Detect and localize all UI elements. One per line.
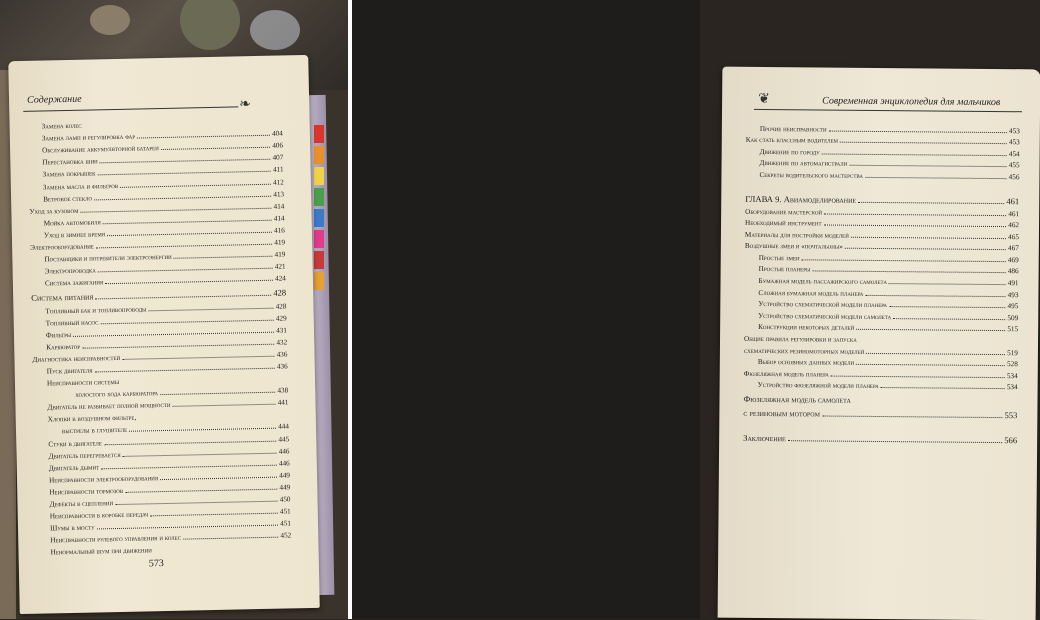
toc-entry-page: 428: [273, 287, 287, 299]
toc-entry-page: 469: [1007, 255, 1019, 265]
dot-leader: [831, 375, 1005, 378]
toc-entry-title: Ненормальный шум при движении: [50, 546, 152, 557]
dot-leader: [865, 295, 1005, 297]
dot-leader: [889, 306, 1005, 308]
background-blur-shape: [180, 0, 240, 50]
toc-entry-title: схематических резиномоторных моделей: [743, 346, 865, 356]
toc-entry-title: Неисправности в коробке передач: [49, 510, 149, 521]
toc-entry-title: ГЛАВА 9. Авиамоделирование: [745, 193, 857, 205]
toc-entry-title: с резиновым мотором: [743, 408, 821, 419]
toc-entry-title: Движение по автомагистрали: [759, 159, 848, 169]
left-toc-list: [27, 113, 291, 557]
toc-entry-page: 449: [279, 471, 291, 480]
toc-entry-page: 428: [275, 301, 287, 311]
toc-entry-title: Необходимый инструмент: [745, 218, 822, 228]
dot-leader: [856, 329, 1005, 331]
background-blur-shape: [90, 5, 130, 35]
toc-entry-page: 519: [1007, 348, 1018, 357]
page-tab: [314, 188, 324, 206]
toc-entry-title: Фюзеляжная модель самолета: [743, 393, 851, 405]
toc-entry-title: Карбюратор: [46, 342, 81, 352]
toc-entry-page: 421: [274, 262, 286, 271]
toc-entry-page: 441: [277, 398, 289, 407]
dot-leader: [824, 213, 1006, 216]
dot-leader: [822, 416, 1002, 419]
toc-entry-page: 534: [1006, 383, 1018, 392]
toc-entry-page: 414: [273, 214, 285, 223]
toc-entry-page: 455: [1008, 161, 1020, 170]
toc-entry-title: Уход в зимнее время: [43, 230, 106, 240]
toc-entry-title: Мойка автомобиля: [43, 218, 101, 228]
toc-entry-page: 467: [1008, 244, 1019, 253]
toc-entry-title: Конструкции некоторых деталей: [758, 323, 855, 333]
toc-entry-page: 491: [1007, 279, 1019, 288]
toc-entry: [743, 429, 1017, 446]
toc-entry-page: 406: [272, 141, 284, 150]
toc-entry-title: Поставщики и потребители электроэнергии: [44, 252, 172, 264]
toc-entry-title: Диагностика неисправностей: [32, 353, 121, 364]
dot-leader: [788, 441, 1003, 444]
toc-entry-page: 416: [273, 226, 285, 235]
page-tab: [314, 209, 324, 227]
right-book-page: [718, 67, 1040, 620]
toc-entry-title: Бумажная модель пассажирского самолета: [758, 277, 888, 287]
toc-entry-title: Электрооборудование: [30, 242, 94, 252]
toc-entry-title: Уход за кузовом: [29, 206, 79, 216]
toc-entry-page: 436: [276, 362, 288, 371]
toc-entry-title: выстрелы в глушителе: [61, 426, 128, 436]
toc-entry-page: 419: [274, 238, 286, 247]
toc-entry-title: Двигатель не развивает полной мощности: [47, 401, 171, 412]
dot-leader: [840, 142, 1007, 144]
toc-entry-page: 436: [276, 350, 288, 359]
page-tab: [314, 167, 324, 185]
toc-entry-title: Общие правила регулировки и запуска: [744, 334, 857, 344]
toc-entry-page: 424: [274, 274, 286, 283]
toc-entry-page: 429: [275, 314, 287, 323]
toc-entry-title: Перестановка шин: [42, 157, 98, 167]
toc-entry-title: Неисправности электрооборудования: [48, 473, 159, 485]
toc-entry-title: Электропроводка: [44, 266, 96, 276]
toc-entry-title: Как стать классным водителем: [745, 136, 839, 145]
toc-entry-title: Оборудование мастерской: [745, 207, 823, 216]
toc-entry-title: Прочие неисправности: [759, 124, 827, 134]
toc-entry-title: Топливный бак и топливопроводы: [45, 304, 147, 316]
toc-entry-title: Воздушные змеи и «почтальоны»: [744, 242, 843, 251]
right-photo: [352, 0, 1020, 619]
toc-entry-title: Фильтры: [45, 330, 72, 340]
dot-leader: [893, 318, 1005, 320]
toc-entry-title: Пуск двигателя: [46, 366, 93, 376]
toc-entry-page: 419: [274, 250, 286, 259]
toc-entry-page: 486: [1007, 267, 1019, 276]
toc-entry-title: Система зажигания: [44, 278, 104, 288]
toc-entry-title: Сложная бумажная модель планера: [758, 288, 864, 298]
toc-entry-page: 495: [1007, 302, 1019, 311]
toc-entry-page: 438: [277, 386, 289, 395]
toc-entry-page: 452: [280, 531, 292, 540]
toc-entry-title: Неисправности тормозов: [49, 486, 124, 497]
page-tab: [314, 230, 324, 248]
dot-leader: [856, 364, 1005, 366]
toc-entry-page: 454: [1008, 149, 1020, 159]
toc-entry-title: Замена ламп и регулировка фар: [41, 132, 136, 143]
dot-leader: [822, 153, 1007, 156]
toc-entry-title: Двигатель перегревается: [48, 450, 121, 461]
toc-entry-page: 553: [1004, 410, 1018, 421]
toc-entry-page: 431: [276, 326, 288, 335]
toc-entry-title: Простые планеры: [758, 265, 811, 274]
page-tab: [314, 272, 324, 290]
dot-leader: [849, 165, 1007, 167]
toc-entry-title: Двигатель дымит: [48, 463, 100, 473]
dot-leader: [851, 236, 1006, 238]
left-book-page: [8, 55, 320, 614]
right-page-header: Современная энциклопедия для мальчиков: [822, 95, 1001, 109]
dot-leader: [889, 283, 1006, 285]
dot-leader: [845, 248, 1006, 250]
toc-entry-page: 456: [1008, 173, 1020, 182]
toc-entry-title: Неисправности системы: [46, 378, 120, 388]
toc-entry-title: Устройство схематической модели самолета: [758, 311, 892, 321]
toc-entry-title: Выбор основных данных модели: [757, 358, 855, 368]
colored-page-tabs: [314, 125, 324, 293]
page-tab: [314, 125, 324, 143]
toc-entry-title: Обслуживание аккумуляторной батареи: [42, 144, 159, 155]
toc-entry-page: 451: [279, 507, 291, 516]
toc-entry-title: Простые змеи: [758, 253, 800, 263]
toc-entry-page: 461: [1008, 209, 1020, 218]
toc-entry-title: Замена колес: [41, 121, 82, 131]
header-rule: [23, 106, 238, 112]
toc-entry-page: 446: [278, 447, 290, 456]
toc-entry-title: Секреты водительского мастерства: [759, 170, 864, 180]
toc-entry-title: Движение по городу: [759, 147, 820, 157]
toc-entry-title: Неисправности рулевого управления и колес: [50, 534, 182, 545]
toc-entry-page: 515: [1007, 325, 1019, 334]
toc-entry-title: Шумы в мосту: [49, 523, 95, 533]
toc-entry-page: 413: [273, 190, 285, 199]
toc-entry-title: Заключение: [743, 433, 786, 444]
dot-leader: [865, 177, 1007, 179]
toc-entry-title: Хлопки в воздушном фильтре,: [47, 413, 137, 424]
right-toc-list: [743, 121, 1020, 446]
toc-entry-title: Дефекты в сцеплении: [49, 499, 114, 509]
toc-entry-page: 566: [1004, 435, 1018, 446]
toc-entry-page: 432: [276, 338, 288, 347]
ornament-icon: ❦: [758, 91, 770, 108]
toc-entry-title: Стуки в двигателе: [48, 438, 102, 449]
toc-entry-page: 411: [272, 165, 284, 175]
toc-entry-page: 509: [1007, 313, 1019, 323]
background-blur-shape: [250, 10, 300, 50]
left-page-number: 573: [148, 558, 164, 570]
toc-entry-page: 412: [272, 178, 284, 187]
toc-entry-title: Устройство фюзеляжной модели планера: [757, 381, 879, 391]
toc-entry-page: 461: [1006, 196, 1020, 207]
toc-entry-page: 450: [279, 495, 291, 504]
page-tab: [314, 146, 324, 164]
toc-entry-title: Топливный насос: [45, 317, 99, 328]
toc-entry-title: Устройство схематической модели планера: [758, 300, 888, 310]
page-tab: [314, 251, 324, 269]
toc-entry-page: 449: [279, 483, 291, 492]
toc-entry-page: 444: [278, 422, 290, 432]
toc-entry-title: Замена масла и фильтров: [42, 181, 119, 192]
toc-entry-page: 528: [1007, 360, 1018, 369]
left-page-header: Содержание: [26, 93, 82, 106]
toc-entry-page: 453: [1009, 126, 1020, 135]
toc-entry-page: 534: [1006, 371, 1018, 381]
toc-entry-page: 493: [1007, 290, 1019, 299]
toc-entry-title: Ветровое стекло: [43, 194, 93, 204]
toc-entry-page: 407: [272, 153, 284, 163]
dot-leader: [824, 225, 1007, 228]
toc-entry-title: Замена покрышек: [42, 169, 96, 179]
toc-entry-page: 445: [278, 434, 290, 444]
ornament-icon: ❧: [239, 97, 252, 113]
toc-entry-page: 462: [1008, 221, 1020, 230]
toc-entry-title: Материалы для постройки моделей: [744, 230, 849, 240]
toc-entry-page: 451: [280, 519, 292, 528]
toc-entry-title: Система питания: [31, 291, 94, 304]
dot-leader: [866, 353, 1005, 355]
header-rule: [754, 109, 1022, 112]
dot-leader: [881, 387, 1005, 389]
toc-entry-title: Фюзеляжная модель планера: [743, 369, 829, 379]
toc-entry-page: 453: [1008, 138, 1020, 147]
toc-entry-page: 404: [271, 129, 283, 138]
toc-entry-page: 465: [1008, 232, 1019, 241]
dot-leader: [858, 202, 1004, 204]
dot-leader: [829, 130, 1007, 133]
left-photo: [0, 0, 348, 619]
toc-entry-page: 414: [273, 202, 285, 211]
toc-entry-page: 446: [278, 459, 290, 468]
toc-entry-title: холостого хода карбюратора: [75, 389, 159, 400]
